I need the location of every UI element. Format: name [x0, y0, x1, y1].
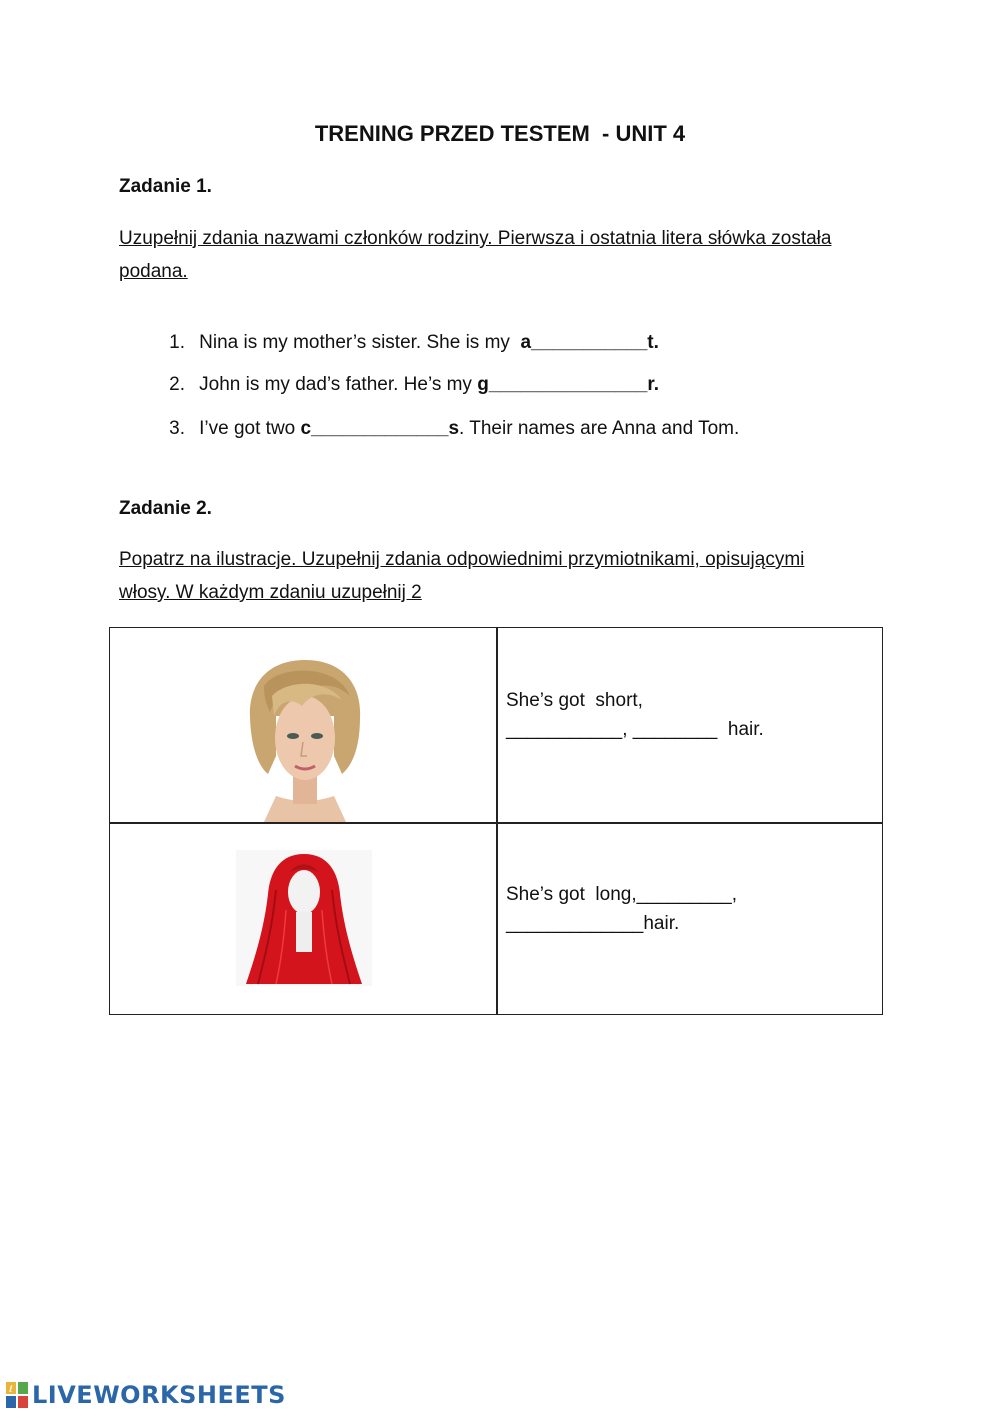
row1-line1: She’s got short, [506, 690, 643, 711]
last-letter: s [448, 418, 460, 439]
list-item [148, 396, 739, 462]
liveworksheets-grid-icon [6, 1382, 28, 1408]
task1-heading: Zadanie 1. [119, 176, 212, 197]
table-divider-horizontal [110, 822, 882, 824]
row1-answer-line[interactable]: ___________, ________ hair. [506, 719, 764, 740]
long-red-hair-wig-icon [236, 850, 372, 986]
page-title: TRENING PRZED TESTEM - UNIT 4 [314, 121, 686, 146]
task2-heading: Zadanie 2. [119, 498, 212, 519]
liveworksheets-logo[interactable] [6, 1380, 286, 1410]
item-text-after: . Their names are Anna and Tom. [459, 418, 740, 439]
row1-sentence [506, 686, 764, 744]
task1-instruction: Uzupełnij zdania nazwami członków rodziny. Pierwsza i ostatnia litera słówka została podana. [119, 228, 832, 282]
table-divider-vertical [496, 628, 498, 1014]
answer-blank[interactable]: ___________ [531, 332, 648, 353]
first-letter: g [477, 374, 489, 395]
item-number: 3. [169, 418, 185, 439]
last-letter: t. [647, 332, 659, 353]
last-letter: r. [647, 374, 659, 395]
first-letter: c [300, 418, 312, 439]
item-text: I’ve got two [199, 418, 301, 439]
task2-instruction: Popatrz na ilustracje. Uzupełnij zdania odpowiednimi przymiotnikami, opisującymi włosy. W każdym zdaniu uzupełnij 2 [119, 549, 805, 603]
hair-description-table [109, 627, 883, 1015]
answer-blank[interactable]: _____________ [311, 418, 449, 439]
row2-answer-line[interactable]: _____________hair. [506, 913, 680, 934]
row2-line1[interactable]: She’s got long,_________, [506, 884, 738, 905]
row2-sentence [506, 880, 737, 938]
svg-text:ℓ: ℓ [9, 1385, 13, 1395]
answer-blank[interactable]: _______________ [488, 374, 648, 395]
short-blonde-hair-woman-icon [246, 656, 364, 822]
logo-text: LIVEWORKSHEETS [32, 1381, 286, 1409]
first-letter: a [520, 332, 532, 353]
item-text: John is my dad’s father. He’s my [199, 374, 478, 395]
item-number: 2. [169, 374, 185, 395]
item-number: 1. [169, 332, 185, 353]
item-text: Nina is my mother’s sister. She is my [199, 332, 521, 353]
